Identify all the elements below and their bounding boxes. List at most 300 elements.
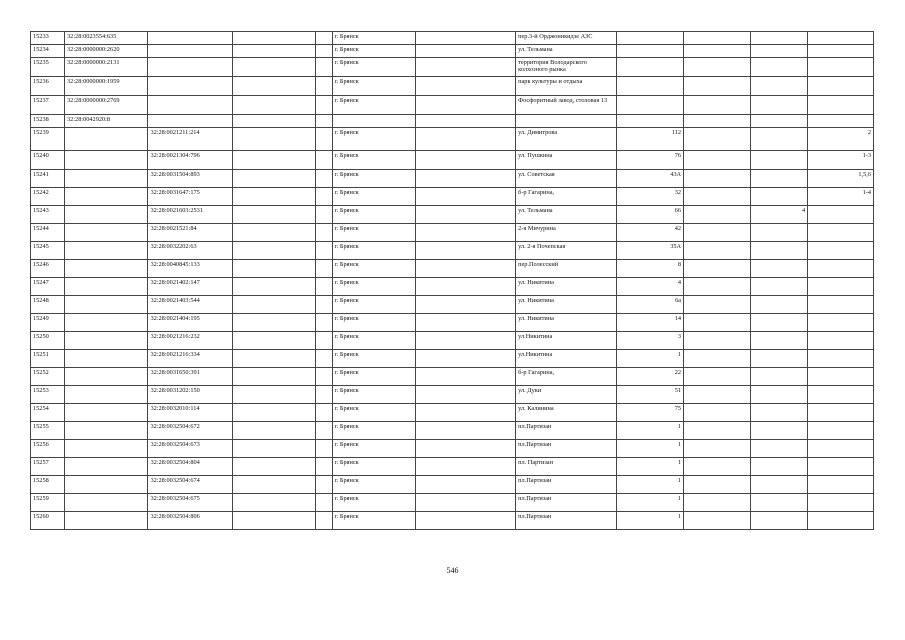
cadastral-number-2: 32:28:0031504:893: [148, 170, 233, 188]
address-cell: ул. 2-я Почепская: [516, 242, 617, 260]
table-row: [31, 350, 874, 368]
extra2-cell: [808, 422, 874, 440]
row-number: 15241: [31, 170, 65, 188]
empty-cell: [316, 128, 332, 151]
row-number: 15258: [31, 476, 65, 494]
table-row: [31, 188, 874, 206]
extra2-cell: [808, 32, 874, 45]
address-cell: пл.Партизан: [516, 440, 617, 458]
extra-cell: [751, 128, 808, 151]
extra2-cell: [808, 512, 874, 530]
extra-cell: [751, 458, 808, 476]
empty-cell: [416, 128, 516, 151]
city-cell: г. Брянск: [332, 242, 415, 260]
address-cell: пл. Партизан: [516, 458, 617, 476]
house-number-cell: [617, 32, 684, 45]
extra-cell: [751, 260, 808, 278]
empty-cell: [316, 58, 332, 77]
house-number-cell: [617, 58, 684, 77]
city-cell: г. Брянск: [332, 188, 415, 206]
cadastral-number-1: [65, 151, 148, 170]
cadastral-number-2: 32:28:0021404:195: [148, 314, 233, 332]
house-number-cell: [617, 45, 684, 58]
empty-cell: [416, 77, 516, 96]
house-number-cell: [617, 96, 684, 115]
extra2-cell: [808, 296, 874, 314]
cadastral-number-2: 32:28:0032504:672: [148, 422, 233, 440]
cadastral-number-1: [65, 476, 148, 494]
empty-cell: [316, 96, 332, 115]
empty-cell: [416, 96, 516, 115]
empty-cell: [416, 494, 516, 512]
house-number-cell: [617, 77, 684, 96]
extra2-cell: [808, 115, 874, 128]
empty-cell: [684, 314, 751, 332]
table-row: [31, 242, 874, 260]
house-number-cell: 14: [617, 314, 684, 332]
extra-cell: [751, 188, 808, 206]
row-number: 15233: [31, 32, 65, 45]
table-row: [31, 224, 874, 242]
city-cell: г. Брянск: [332, 404, 415, 422]
empty-cell: [316, 476, 332, 494]
cadastral-number-1: [65, 458, 148, 476]
empty-cell: [416, 350, 516, 368]
extra2-cell: 1-3: [808, 151, 874, 170]
house-number-cell: 1: [617, 512, 684, 530]
empty-cell: [684, 224, 751, 242]
extra2-cell: [808, 458, 874, 476]
extra-cell: [751, 151, 808, 170]
house-number-cell: 6а: [617, 296, 684, 314]
empty-cell: [232, 458, 315, 476]
empty-cell: [232, 32, 315, 45]
empty-cell: [232, 242, 315, 260]
city-cell: г. Брянск: [332, 170, 415, 188]
row-number: 15256: [31, 440, 65, 458]
extra2-cell: 2: [808, 128, 874, 151]
cadastral-number-2: 32:28:0032010:114: [148, 404, 233, 422]
address-cell: ул. Советская: [516, 170, 617, 188]
empty-cell: [684, 188, 751, 206]
extra-cell: [751, 350, 808, 368]
row-number: 15260: [31, 512, 65, 530]
cadastral-number-1: [65, 224, 148, 242]
house-number-cell: 35А: [617, 242, 684, 260]
empty-cell: [316, 458, 332, 476]
empty-cell: [416, 404, 516, 422]
extra2-cell: [808, 476, 874, 494]
address-cell: пер.3-й Орджоникидзе АЗС: [516, 32, 617, 45]
empty-cell: [416, 296, 516, 314]
city-cell: г. Брянск: [332, 77, 415, 96]
table-row: [31, 440, 874, 458]
page-number: 546: [446, 566, 459, 575]
cadastral-number-1: [65, 332, 148, 350]
city-cell: г. Брянск: [332, 368, 415, 386]
table-row: [31, 151, 874, 170]
address-cell: Фосфоритный завод, столовая 13: [516, 96, 617, 115]
house-number-cell: 4: [617, 278, 684, 296]
house-number-cell: 8: [617, 260, 684, 278]
address-cell: пл.Партизан: [516, 476, 617, 494]
row-number: 15257: [31, 458, 65, 476]
city-cell: г. Брянск: [332, 32, 415, 45]
empty-cell: [684, 332, 751, 350]
empty-cell: [416, 314, 516, 332]
cadastral-number-2: 32:28:0032504:804: [148, 458, 233, 476]
empty-cell: [316, 151, 332, 170]
city-cell: г. Брянск: [332, 332, 415, 350]
empty-cell: [684, 260, 751, 278]
row-number: 15239: [31, 128, 65, 151]
table-row: [31, 278, 874, 296]
cadastral-number-2: 32:28:0021402:147: [148, 278, 233, 296]
address-cell: ул. Пушкина: [516, 151, 617, 170]
city-cell: [332, 115, 415, 128]
extra2-cell: [808, 368, 874, 386]
house-number-cell: 112: [617, 128, 684, 151]
empty-cell: [684, 386, 751, 404]
table-row: [31, 296, 874, 314]
table-row: [31, 368, 874, 386]
cadastral-number-1: [65, 368, 148, 386]
cadastral-number-2: 32:28:0021304:796: [148, 151, 233, 170]
cadastral-number-1: 32:28:0000000:1959: [65, 77, 148, 96]
cadastral-number-2: 32:28:0021216:232: [148, 332, 233, 350]
empty-cell: [684, 494, 751, 512]
empty-cell: [232, 77, 315, 96]
city-cell: г. Брянск: [332, 96, 415, 115]
table-row: [31, 386, 874, 404]
empty-cell: [684, 350, 751, 368]
city-cell: г. Брянск: [332, 296, 415, 314]
address-cell: ул. Тельмана: [516, 45, 617, 58]
row-number: 15251: [31, 350, 65, 368]
extra2-cell: [808, 77, 874, 96]
table-row: [31, 96, 874, 115]
extra2-cell: [808, 58, 874, 77]
empty-cell: [316, 296, 332, 314]
empty-cell: [232, 170, 315, 188]
extra2-cell: 1-4: [808, 188, 874, 206]
extra-cell: 4: [751, 206, 808, 224]
address-cell: ул. Никитина: [516, 296, 617, 314]
extra2-cell: [808, 224, 874, 242]
empty-cell: [316, 440, 332, 458]
cadastral-number-2: [148, 58, 233, 77]
extra2-cell: [808, 314, 874, 332]
cadastral-number-1: [65, 296, 148, 314]
empty-cell: [232, 476, 315, 494]
cadastral-number-2: 32:28:0032504:806: [148, 512, 233, 530]
table-row: [31, 422, 874, 440]
cadastral-number-2: [148, 77, 233, 96]
city-cell: г. Брянск: [332, 151, 415, 170]
empty-cell: [316, 188, 332, 206]
city-cell: г. Брянск: [332, 458, 415, 476]
empty-cell: [316, 368, 332, 386]
address-cell: пл.Партизан: [516, 494, 617, 512]
empty-cell: [316, 512, 332, 530]
house-number-cell: 3: [617, 332, 684, 350]
table-row: [31, 45, 874, 58]
house-number-cell: 51: [617, 386, 684, 404]
row-number: 15253: [31, 386, 65, 404]
row-number: 15245: [31, 242, 65, 260]
cadastral-number-1: [65, 260, 148, 278]
row-number: 15235: [31, 58, 65, 77]
empty-cell: [684, 45, 751, 58]
city-cell: г. Брянск: [332, 128, 415, 151]
cadastral-number-2: 32:28:0021603:2531: [148, 206, 233, 224]
extra-cell: [751, 278, 808, 296]
extra2-cell: [808, 386, 874, 404]
extra2-cell: [808, 278, 874, 296]
extra2-cell: [808, 206, 874, 224]
address-cell: ул. Калинина: [516, 404, 617, 422]
cadastral-number-2: [148, 45, 233, 58]
table-row: [31, 115, 874, 128]
empty-cell: [232, 494, 315, 512]
cadastral-number-2: 32:28:0032504:674: [148, 476, 233, 494]
empty-cell: [316, 314, 332, 332]
extra-cell: [751, 404, 808, 422]
empty-cell: [316, 242, 332, 260]
empty-cell: [416, 170, 516, 188]
register-rows: [31, 32, 874, 530]
empty-cell: [684, 242, 751, 260]
cadastral-number-1: [65, 404, 148, 422]
empty-cell: [232, 151, 315, 170]
house-number-cell: 75: [617, 404, 684, 422]
extra-cell: [751, 296, 808, 314]
empty-cell: [416, 224, 516, 242]
address-cell: ул. Тельмана: [516, 206, 617, 224]
empty-cell: [316, 404, 332, 422]
address-cell: территория Володарского колхозного рынка: [516, 58, 617, 77]
empty-cell: [232, 206, 315, 224]
row-number: 15249: [31, 314, 65, 332]
empty-cell: [684, 96, 751, 115]
empty-cell: [316, 77, 332, 96]
house-number-cell: 22: [617, 368, 684, 386]
table-row: [31, 512, 874, 530]
table-row: [31, 32, 874, 45]
row-number: 15234: [31, 45, 65, 58]
extra-cell: [751, 332, 808, 350]
empty-cell: [232, 440, 315, 458]
empty-cell: [232, 332, 315, 350]
empty-cell: [684, 206, 751, 224]
house-number-cell: 1: [617, 494, 684, 512]
cadastral-number-2: 32:28:0040845:133: [148, 260, 233, 278]
row-number: 15244: [31, 224, 65, 242]
empty-cell: [684, 32, 751, 45]
empty-cell: [416, 512, 516, 530]
house-number-cell: 1: [617, 476, 684, 494]
empty-cell: [416, 332, 516, 350]
empty-cell: [684, 58, 751, 77]
register-table: [30, 31, 874, 530]
cadastral-number-2: 32:28:0031202:150: [148, 386, 233, 404]
empty-cell: [232, 368, 315, 386]
table-row: [31, 332, 874, 350]
city-cell: г. Брянск: [332, 386, 415, 404]
address-cell: ул. Дуки: [516, 386, 617, 404]
empty-cell: [316, 170, 332, 188]
table-row: [31, 458, 874, 476]
empty-cell: [416, 476, 516, 494]
house-number-cell: [617, 115, 684, 128]
empty-cell: [416, 206, 516, 224]
empty-cell: [232, 422, 315, 440]
table-row: [31, 314, 874, 332]
house-number-cell: 1: [617, 440, 684, 458]
empty-cell: [232, 350, 315, 368]
cadastral-number-2: 32:28:0021521:84: [148, 224, 233, 242]
empty-cell: [416, 458, 516, 476]
extra-cell: [751, 314, 808, 332]
empty-cell: [684, 422, 751, 440]
house-number-cell: 66: [617, 206, 684, 224]
cadastral-number-2: 32:28:0031650:391: [148, 368, 233, 386]
table-row: [31, 58, 874, 77]
cadastral-number-2: [148, 96, 233, 115]
address-cell: парк культуры и отдыха: [516, 77, 617, 96]
cadastral-number-2: 32:28:0032202:63: [148, 242, 233, 260]
cadastral-number-1: [65, 170, 148, 188]
cadastral-number-1: [65, 206, 148, 224]
extra-cell: [751, 386, 808, 404]
house-number-cell: 43А: [617, 170, 684, 188]
empty-cell: [416, 45, 516, 58]
empty-cell: [416, 440, 516, 458]
house-number-cell: 1: [617, 350, 684, 368]
extra-cell: [751, 368, 808, 386]
row-number: 15252: [31, 368, 65, 386]
empty-cell: [416, 422, 516, 440]
empty-cell: [684, 458, 751, 476]
empty-cell: [232, 386, 315, 404]
row-number: 15248: [31, 296, 65, 314]
extra2-cell: [808, 350, 874, 368]
empty-cell: [416, 115, 516, 128]
cadastral-number-1: [65, 350, 148, 368]
empty-cell: [684, 115, 751, 128]
cadastral-number-1: [65, 386, 148, 404]
table-row: [31, 494, 874, 512]
empty-cell: [684, 296, 751, 314]
table-row: [31, 404, 874, 422]
empty-cell: [684, 278, 751, 296]
cadastral-number-1: 32:28:0000000:2131: [65, 58, 148, 77]
row-number: 15243: [31, 206, 65, 224]
cadastral-number-1: 32:28:0000000:2769: [65, 96, 148, 115]
empty-cell: [232, 45, 315, 58]
empty-cell: [684, 368, 751, 386]
empty-cell: [316, 115, 332, 128]
city-cell: г. Брянск: [332, 224, 415, 242]
extra-cell: [751, 242, 808, 260]
extra2-cell: [808, 332, 874, 350]
empty-cell: [316, 386, 332, 404]
empty-cell: [232, 128, 315, 151]
cadastral-number-2: 32:28:0021216:334: [148, 350, 233, 368]
empty-cell: [416, 188, 516, 206]
house-number-cell: 42: [617, 224, 684, 242]
city-cell: г. Брянск: [332, 45, 415, 58]
extra2-cell: [808, 260, 874, 278]
row-number: 15254: [31, 404, 65, 422]
empty-cell: [316, 224, 332, 242]
empty-cell: [416, 58, 516, 77]
cadastral-number-1: 32:28:0023554:635: [65, 32, 148, 45]
extra2-cell: 1,5,6: [808, 170, 874, 188]
cadastral-number-1: [65, 314, 148, 332]
empty-cell: [232, 96, 315, 115]
cadastral-number-2: [148, 32, 233, 45]
empty-cell: [684, 512, 751, 530]
address-cell: ул.Никитина: [516, 332, 617, 350]
table-row: [31, 77, 874, 96]
empty-cell: [316, 494, 332, 512]
row-number: 15242: [31, 188, 65, 206]
city-cell: г. Брянск: [332, 260, 415, 278]
address-cell: пер.Полесский: [516, 260, 617, 278]
empty-cell: [416, 151, 516, 170]
cadastral-number-1: [65, 278, 148, 296]
address-cell: ул. Никитина: [516, 314, 617, 332]
empty-cell: [684, 476, 751, 494]
extra2-cell: [808, 45, 874, 58]
cadastral-number-1: [65, 494, 148, 512]
extra-cell: [751, 58, 808, 77]
house-number-cell: 32: [617, 188, 684, 206]
address-cell: пл.Партизан: [516, 512, 617, 530]
house-number-cell: 1: [617, 458, 684, 476]
row-number: 15246: [31, 260, 65, 278]
cadastral-number-2: [148, 115, 233, 128]
table-row: [31, 260, 874, 278]
address-cell: 2-я Мичурина: [516, 224, 617, 242]
extra2-cell: [808, 494, 874, 512]
cadastral-number-1: [65, 128, 148, 151]
house-number-cell: 76: [617, 151, 684, 170]
empty-cell: [684, 440, 751, 458]
city-cell: г. Брянск: [332, 476, 415, 494]
city-cell: г. Брянск: [332, 512, 415, 530]
row-number: 15250: [31, 332, 65, 350]
city-cell: г. Брянск: [332, 350, 415, 368]
empty-cell: [232, 296, 315, 314]
table-row: [31, 206, 874, 224]
cadastral-number-2: 32:28:0032504:675: [148, 494, 233, 512]
address-cell: б-р Гагарина,: [516, 368, 617, 386]
empty-cell: [232, 278, 315, 296]
extra-cell: [751, 476, 808, 494]
city-cell: г. Брянск: [332, 314, 415, 332]
extra-cell: [751, 422, 808, 440]
address-cell: б-р Гагарина,: [516, 188, 617, 206]
extra-cell: [751, 512, 808, 530]
address-cell: [516, 115, 617, 128]
address-cell: ул. Димитрова: [516, 128, 617, 151]
extra2-cell: [808, 440, 874, 458]
empty-cell: [232, 314, 315, 332]
address-cell: пл.Партизан: [516, 422, 617, 440]
extra-cell: [751, 77, 808, 96]
